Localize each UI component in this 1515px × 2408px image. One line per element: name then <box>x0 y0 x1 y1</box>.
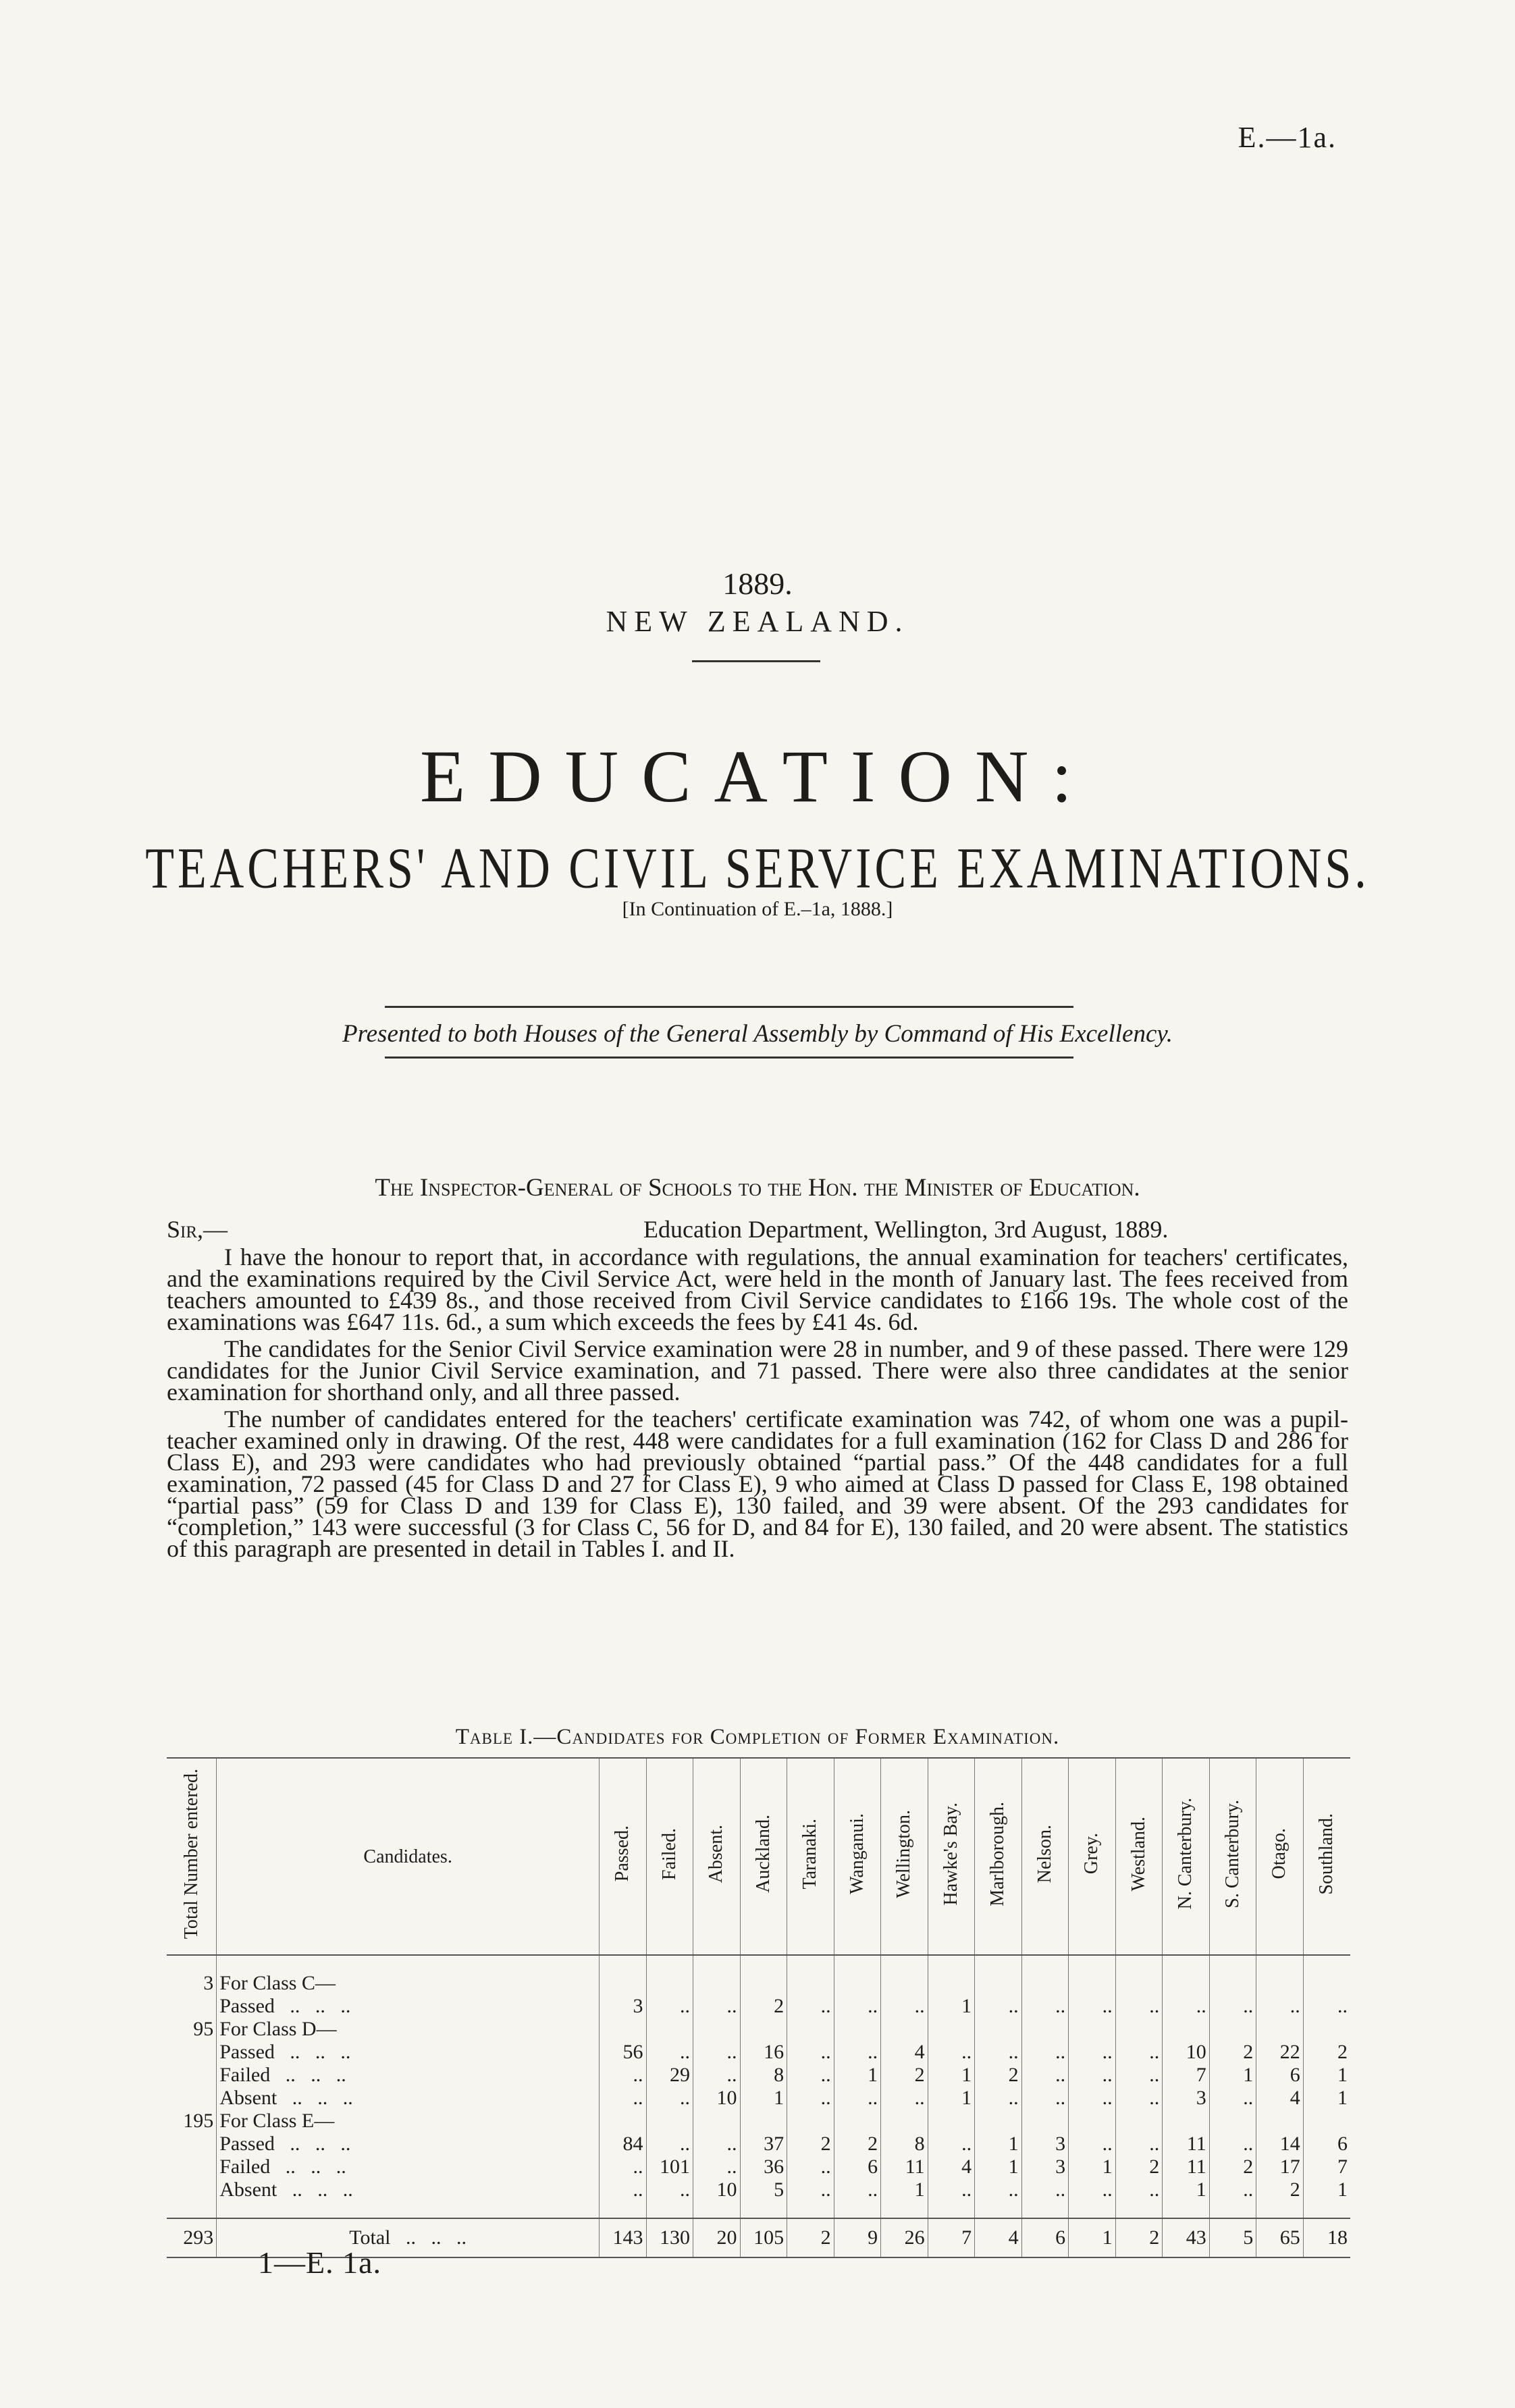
country: NEW ZEALAND. <box>606 605 909 638</box>
count-cell <box>1115 2018 1163 2041</box>
column-header: Marlborough. <box>975 1758 1022 1955</box>
count-cell <box>1209 2018 1256 2041</box>
table-row <box>167 2018 1350 2041</box>
count-cell <box>646 2110 693 2133</box>
count-cell <box>1209 2110 1256 2133</box>
year: 1889. <box>722 566 793 601</box>
column-header: Westland. <box>1115 1758 1163 1955</box>
column-header: Candidates. <box>217 1758 600 1955</box>
count-cell <box>1256 2018 1304 2041</box>
count-cell: .. <box>834 2087 881 2110</box>
count-cell <box>693 2018 741 2041</box>
count-cell: 101 <box>646 2156 693 2178</box>
column-header: Passed. <box>600 1758 647 1955</box>
count-cell: .. <box>693 2156 741 2178</box>
count-cell: 1 <box>975 2156 1022 2178</box>
count-cell: .. <box>787 2178 834 2201</box>
candidates-cell: Failed .. .. .. <box>217 2064 600 2087</box>
count-cell <box>787 2110 834 2133</box>
count-cell: 6 <box>1303 2133 1350 2156</box>
count-cell: .. <box>1115 2064 1163 2087</box>
count-cell <box>881 1972 928 1995</box>
count-cell: 2 <box>1115 2218 1163 2257</box>
count-cell: 1 <box>928 1995 975 2018</box>
count-cell: 1 <box>928 2064 975 2087</box>
count-cell: 20 <box>693 2218 741 2257</box>
page-reference: 1—E. 1a. <box>258 2245 382 2280</box>
count-cell: .. <box>1303 1995 1350 2018</box>
count-cell <box>787 1972 834 1995</box>
count-cell: .. <box>881 2087 928 2110</box>
count-cell: .. <box>787 1995 834 2018</box>
divider <box>385 1006 1073 1008</box>
count-cell: .. <box>975 2087 1022 2110</box>
candidates-cell: Passed .. .. .. <box>217 1995 600 2018</box>
presented-line: Presented to both Houses of the General Assembly by Command of His Excellency. <box>342 1020 1173 1048</box>
count-cell: 5 <box>1209 2218 1256 2257</box>
column-header: S. Canterbury. <box>1209 1758 1256 1955</box>
count-cell: .. <box>881 1995 928 2018</box>
count-cell <box>975 2018 1022 2041</box>
count-cell: .. <box>693 2064 741 2087</box>
total-entered-cell <box>167 2178 217 2201</box>
table-row <box>167 2178 1350 2201</box>
count-cell <box>600 2110 647 2133</box>
count-cell: .. <box>787 2041 834 2064</box>
count-cell: 10 <box>693 2178 741 2201</box>
count-cell: 11 <box>881 2156 928 2178</box>
count-cell: 130 <box>646 2218 693 2257</box>
candidates-cell: For Class D— <box>217 2018 600 2041</box>
count-cell: .. <box>975 2178 1022 2201</box>
count-cell: 2 <box>975 2064 1022 2087</box>
count-cell: .. <box>1115 2041 1163 2064</box>
total-entered-cell <box>167 2156 217 2178</box>
count-cell: 1 <box>928 2087 975 2110</box>
count-cell <box>1115 2110 1163 2133</box>
count-cell <box>740 2110 787 2133</box>
count-cell: 3 <box>1163 2087 1210 2110</box>
column-header: N. Canterbury. <box>1163 1758 1210 1955</box>
dateline: Education Department, Wellington, 3rd August, 1889. <box>643 1216 1169 1243</box>
divider <box>692 660 820 662</box>
count-cell: .. <box>646 2087 693 2110</box>
column-header: Failed. <box>646 1758 693 1955</box>
count-cell: .. <box>1069 2133 1116 2156</box>
count-cell: 7 <box>1303 2156 1350 2178</box>
count-cell: .. <box>1021 2178 1069 2201</box>
count-cell: .. <box>1115 2087 1163 2110</box>
count-cell: 5 <box>740 2178 787 2201</box>
column-header: Wellington. <box>881 1758 928 1955</box>
count-cell: .. <box>1021 1995 1069 2018</box>
count-cell: 8 <box>881 2133 928 2156</box>
count-cell: .. <box>693 2041 741 2064</box>
count-cell <box>1209 1972 1256 1995</box>
count-cell: 22 <box>1256 2041 1304 2064</box>
count-cell: .. <box>1069 2064 1116 2087</box>
count-cell <box>1256 1972 1304 1995</box>
count-cell <box>1069 2018 1116 2041</box>
table-row <box>167 2087 1350 2110</box>
table-row <box>167 2041 1350 2064</box>
count-cell: .. <box>787 2064 834 2087</box>
total-entered-cell <box>167 2041 217 2064</box>
count-cell: .. <box>1209 2178 1256 2201</box>
candidates-cell: Absent .. .. .. <box>217 2178 600 2201</box>
spacer-row <box>167 1955 1350 1972</box>
count-cell <box>693 1972 741 1995</box>
count-cell: .. <box>787 2087 834 2110</box>
candidates-cell: Failed .. .. .. <box>217 2156 600 2178</box>
count-cell: 1 <box>1303 2064 1350 2087</box>
count-cell: 1 <box>834 2064 881 2087</box>
table-row <box>167 1972 1350 1995</box>
count-cell <box>1163 2110 1210 2133</box>
count-cell: 11 <box>1163 2133 1210 2156</box>
count-cell: 10 <box>693 2087 741 2110</box>
count-cell: 3 <box>1021 2133 1069 2156</box>
count-cell: 2 <box>1115 2156 1163 2178</box>
candidates-cell: For Class C— <box>217 1972 600 1995</box>
count-cell: 3 <box>1021 2156 1069 2178</box>
count-cell <box>1021 1972 1069 1995</box>
count-cell: 6 <box>1256 2064 1304 2087</box>
count-cell: 43 <box>1163 2218 1210 2257</box>
count-cell: 26 <box>881 2218 928 2257</box>
column-header: Southland. <box>1303 1758 1350 1955</box>
count-cell: .. <box>1021 2064 1069 2087</box>
count-cell: .. <box>693 2133 741 2156</box>
table-body <box>167 1955 1350 2257</box>
count-cell <box>1303 2018 1350 2041</box>
table-row <box>167 2110 1350 2133</box>
count-cell <box>1115 1972 1163 1995</box>
count-cell <box>975 1972 1022 1995</box>
column-header: Otago. <box>1256 1758 1304 1955</box>
count-cell: 18 <box>1303 2218 1350 2257</box>
count-cell: 1 <box>975 2133 1022 2156</box>
count-cell: .. <box>834 2041 881 2064</box>
table-row <box>167 2064 1350 2087</box>
continuation-note: [In Continuation of E.–1a, 1888.] <box>622 898 893 920</box>
count-cell: 17 <box>1256 2156 1304 2178</box>
statistics-table <box>167 1757 1350 2258</box>
count-cell: .. <box>834 2178 881 2201</box>
count-cell: 3 <box>600 1995 647 2018</box>
count-cell: 36 <box>740 2156 787 2178</box>
column-header: Grey. <box>1069 1758 1116 1955</box>
count-cell <box>1303 1972 1350 1995</box>
salutation: Sir,— <box>167 1216 228 1243</box>
count-cell: .. <box>646 1995 693 2018</box>
count-cell: .. <box>646 2133 693 2156</box>
count-cell: 1 <box>881 2178 928 2201</box>
count-cell: 4 <box>881 2041 928 2064</box>
total-entered-cell: 95 <box>193 2018 214 2040</box>
candidates-cell: Absent .. .. .. <box>217 2087 600 2110</box>
column-header: Auckland. <box>740 1758 787 1955</box>
divider <box>385 1056 1073 1059</box>
count-cell: .. <box>1069 2178 1116 2201</box>
count-cell: .. <box>1256 1995 1304 2018</box>
count-cell: 84 <box>600 2133 647 2156</box>
count-cell: 16 <box>740 2041 787 2064</box>
count-cell <box>787 2018 834 2041</box>
count-cell <box>1303 2110 1350 2133</box>
count-cell: 2 <box>1256 2178 1304 2201</box>
document-reference: E.—1a. <box>1238 121 1337 154</box>
count-cell: .. <box>600 2178 647 2201</box>
count-cell: 2 <box>787 2218 834 2257</box>
count-cell: 6 <box>1021 2218 1069 2257</box>
candidates-cell: For Class E— <box>217 2110 600 2133</box>
count-cell <box>740 2018 787 2041</box>
count-cell <box>646 2018 693 2041</box>
count-cell <box>928 2018 975 2041</box>
count-cell: 2 <box>787 2133 834 2156</box>
count-cell <box>928 1972 975 1995</box>
count-cell: 65 <box>1256 2218 1304 2257</box>
total-entered-cell <box>167 2064 217 2087</box>
count-cell: .. <box>1069 1995 1116 2018</box>
column-header: Total Number entered. <box>180 1768 202 1939</box>
count-cell: .. <box>1163 1995 1210 2018</box>
count-cell <box>928 2110 975 2133</box>
count-cell: .. <box>1209 2087 1256 2110</box>
count-cell: 1 <box>1069 2218 1116 2257</box>
count-cell: 2 <box>834 2133 881 2156</box>
count-cell <box>693 2110 741 2133</box>
table-title: Table I.—Candidates for Completion of Former Examination. <box>455 1725 1060 1749</box>
count-cell: .. <box>600 2064 647 2087</box>
count-cell: .. <box>928 2178 975 2201</box>
count-cell: .. <box>1115 2133 1163 2156</box>
count-cell: .. <box>928 2041 975 2064</box>
count-cell: 1 <box>1209 2064 1256 2087</box>
count-cell <box>1256 2110 1304 2133</box>
count-cell: 1 <box>1163 2178 1210 2201</box>
count-cell: 29 <box>646 2064 693 2087</box>
count-cell: 2 <box>881 2064 928 2087</box>
count-cell: 56 <box>600 2041 647 2064</box>
subtitle: TEACHERS' AND CIVIL SERVICE EXAMINATIONS. <box>145 837 1370 901</box>
count-cell <box>1021 2018 1069 2041</box>
count-cell: 1 <box>1303 2087 1350 2110</box>
count-cell <box>1069 2110 1116 2133</box>
count-cell: 9 <box>834 2218 881 2257</box>
count-cell: .. <box>1021 2041 1069 2064</box>
count-cell: 1 <box>1303 2178 1350 2201</box>
count-cell: 143 <box>600 2218 647 2257</box>
column-header: Hawke's Bay. <box>928 1758 975 1955</box>
count-cell: .. <box>1115 2178 1163 2201</box>
count-cell: .. <box>693 1995 741 2018</box>
total-entered-cell <box>167 1995 217 2018</box>
count-cell: 11 <box>1163 2156 1210 2178</box>
count-cell <box>646 1972 693 1995</box>
count-cell: .. <box>646 2178 693 2201</box>
table-row <box>167 2156 1350 2178</box>
count-cell <box>1021 2110 1069 2133</box>
count-cell: 2 <box>1209 2156 1256 2178</box>
count-cell: 2 <box>740 1995 787 2018</box>
count-cell: .. <box>1021 2087 1069 2110</box>
count-cell <box>834 2110 881 2133</box>
count-cell: .. <box>1115 1995 1163 2018</box>
count-cell <box>881 2110 928 2133</box>
count-cell: 7 <box>1163 2064 1210 2087</box>
total-entered-cell: 3 <box>203 1972 214 1994</box>
count-cell: 14 <box>1256 2133 1304 2156</box>
count-cell <box>740 1972 787 1995</box>
letter-addressee: The Inspector-General of Schools to the Hon. the Minister of Education. <box>375 1174 1140 1202</box>
candidates-cell: Total .. .. .. <box>217 2218 600 2257</box>
count-cell <box>1069 1972 1116 1995</box>
table-header-row <box>167 1758 1350 1955</box>
count-cell <box>975 2110 1022 2133</box>
count-cell <box>600 1972 647 1995</box>
count-cell: .. <box>975 2041 1022 2064</box>
column-header: Wanganui. <box>834 1758 881 1955</box>
total-entered-cell: 195 <box>183 2110 214 2132</box>
count-cell <box>600 2018 647 2041</box>
paragraph: The number of candidates entered for the teachers' certificate examination was 742, of whom one was a pupil-teacher examined only in drawing. Of the rest, 448 were candidates for a full examination (162 for Class D and 286 for Class E), and 293 were candidates who had previously obtained “partial pass.” Of the 448 candidates for a full examination, 72 passed (45 for Class D and 27 for Class E), 9 who aimed at Class D passed for Class E, 198 obtained “partial pass” (59 for Class D and 139 for Class E), 130 failed, and 39 were absent. Of the 293 candidates for “completion,” 143 were successful (3 for Class C, 56 for D, and 84 for E), 130 failed, and 20 were absent. The statistics of this paragraph are presented in detail in Tables I. and II. <box>167 1406 1348 1562</box>
letter-body <box>167 1243 1348 1565</box>
column-header: Nelson. <box>1021 1758 1069 1955</box>
spacer-row <box>167 2201 1350 2218</box>
count-cell: 2 <box>1209 2041 1256 2064</box>
table-row <box>167 2133 1350 2156</box>
count-cell: 37 <box>740 2133 787 2156</box>
paragraph: The candidates for the Senior Civil Service examination were 28 in number, and 9 of these passed. There were 129 candidates for the Junior Civil Service examination, and 71 passed. There were also three candidates at the senior examination for shorthand only, and all three passed. <box>167 1335 1348 1406</box>
count-cell: 1 <box>1069 2156 1116 2178</box>
count-cell <box>1163 2018 1210 2041</box>
count-cell: 1 <box>740 2087 787 2110</box>
count-cell: .. <box>600 2087 647 2110</box>
column-header: Taranaki. <box>787 1758 834 1955</box>
count-cell: 2 <box>1303 2041 1350 2064</box>
count-cell: .. <box>834 1995 881 2018</box>
column-header: Absent. <box>693 1758 741 1955</box>
total-entered-cell <box>167 2087 217 2110</box>
count-cell: 4 <box>928 2156 975 2178</box>
count-cell: .. <box>787 2156 834 2178</box>
count-cell: 105 <box>740 2218 787 2257</box>
count-cell: .. <box>928 2133 975 2156</box>
count-cell: 4 <box>1256 2087 1304 2110</box>
count-cell: .. <box>1069 2087 1116 2110</box>
paragraph: I have the honour to report that, in accordance with regulations, the annual examination for teachers' certificates, and the examinations required by the Civil Service Act, were held in the month of January last. The fees received from teachers amounted to £439 8s., and those received from Civil Service candidates to £166 19s. The whole cost of the examinations was £647 11s. 6d., a sum which exceeds the fees by £41 4s. 6d. <box>167 1243 1348 1335</box>
count-cell: .. <box>975 1995 1022 2018</box>
candidates-cell: Passed .. .. .. <box>217 2041 600 2064</box>
count-cell: 10 <box>1163 2041 1210 2064</box>
count-cell <box>834 1972 881 1995</box>
count-cell: 7 <box>928 2218 975 2257</box>
total-entered-cell: 293 <box>167 2218 217 2257</box>
count-cell: .. <box>646 2041 693 2064</box>
count-cell: .. <box>1069 2041 1116 2064</box>
count-cell: 4 <box>975 2218 1022 2257</box>
main-title: EDUCATION: <box>420 735 1095 818</box>
count-cell: 6 <box>834 2156 881 2178</box>
count-cell: .. <box>1209 2133 1256 2156</box>
count-cell: .. <box>600 2156 647 2178</box>
count-cell <box>1163 1972 1210 1995</box>
count-cell: .. <box>1209 1995 1256 2018</box>
total-entered-cell <box>167 2133 217 2156</box>
count-cell <box>881 2018 928 2041</box>
table-row <box>167 1995 1350 2018</box>
count-cell: 8 <box>740 2064 787 2087</box>
count-cell <box>834 2018 881 2041</box>
candidates-cell: Passed .. .. .. <box>217 2133 600 2156</box>
